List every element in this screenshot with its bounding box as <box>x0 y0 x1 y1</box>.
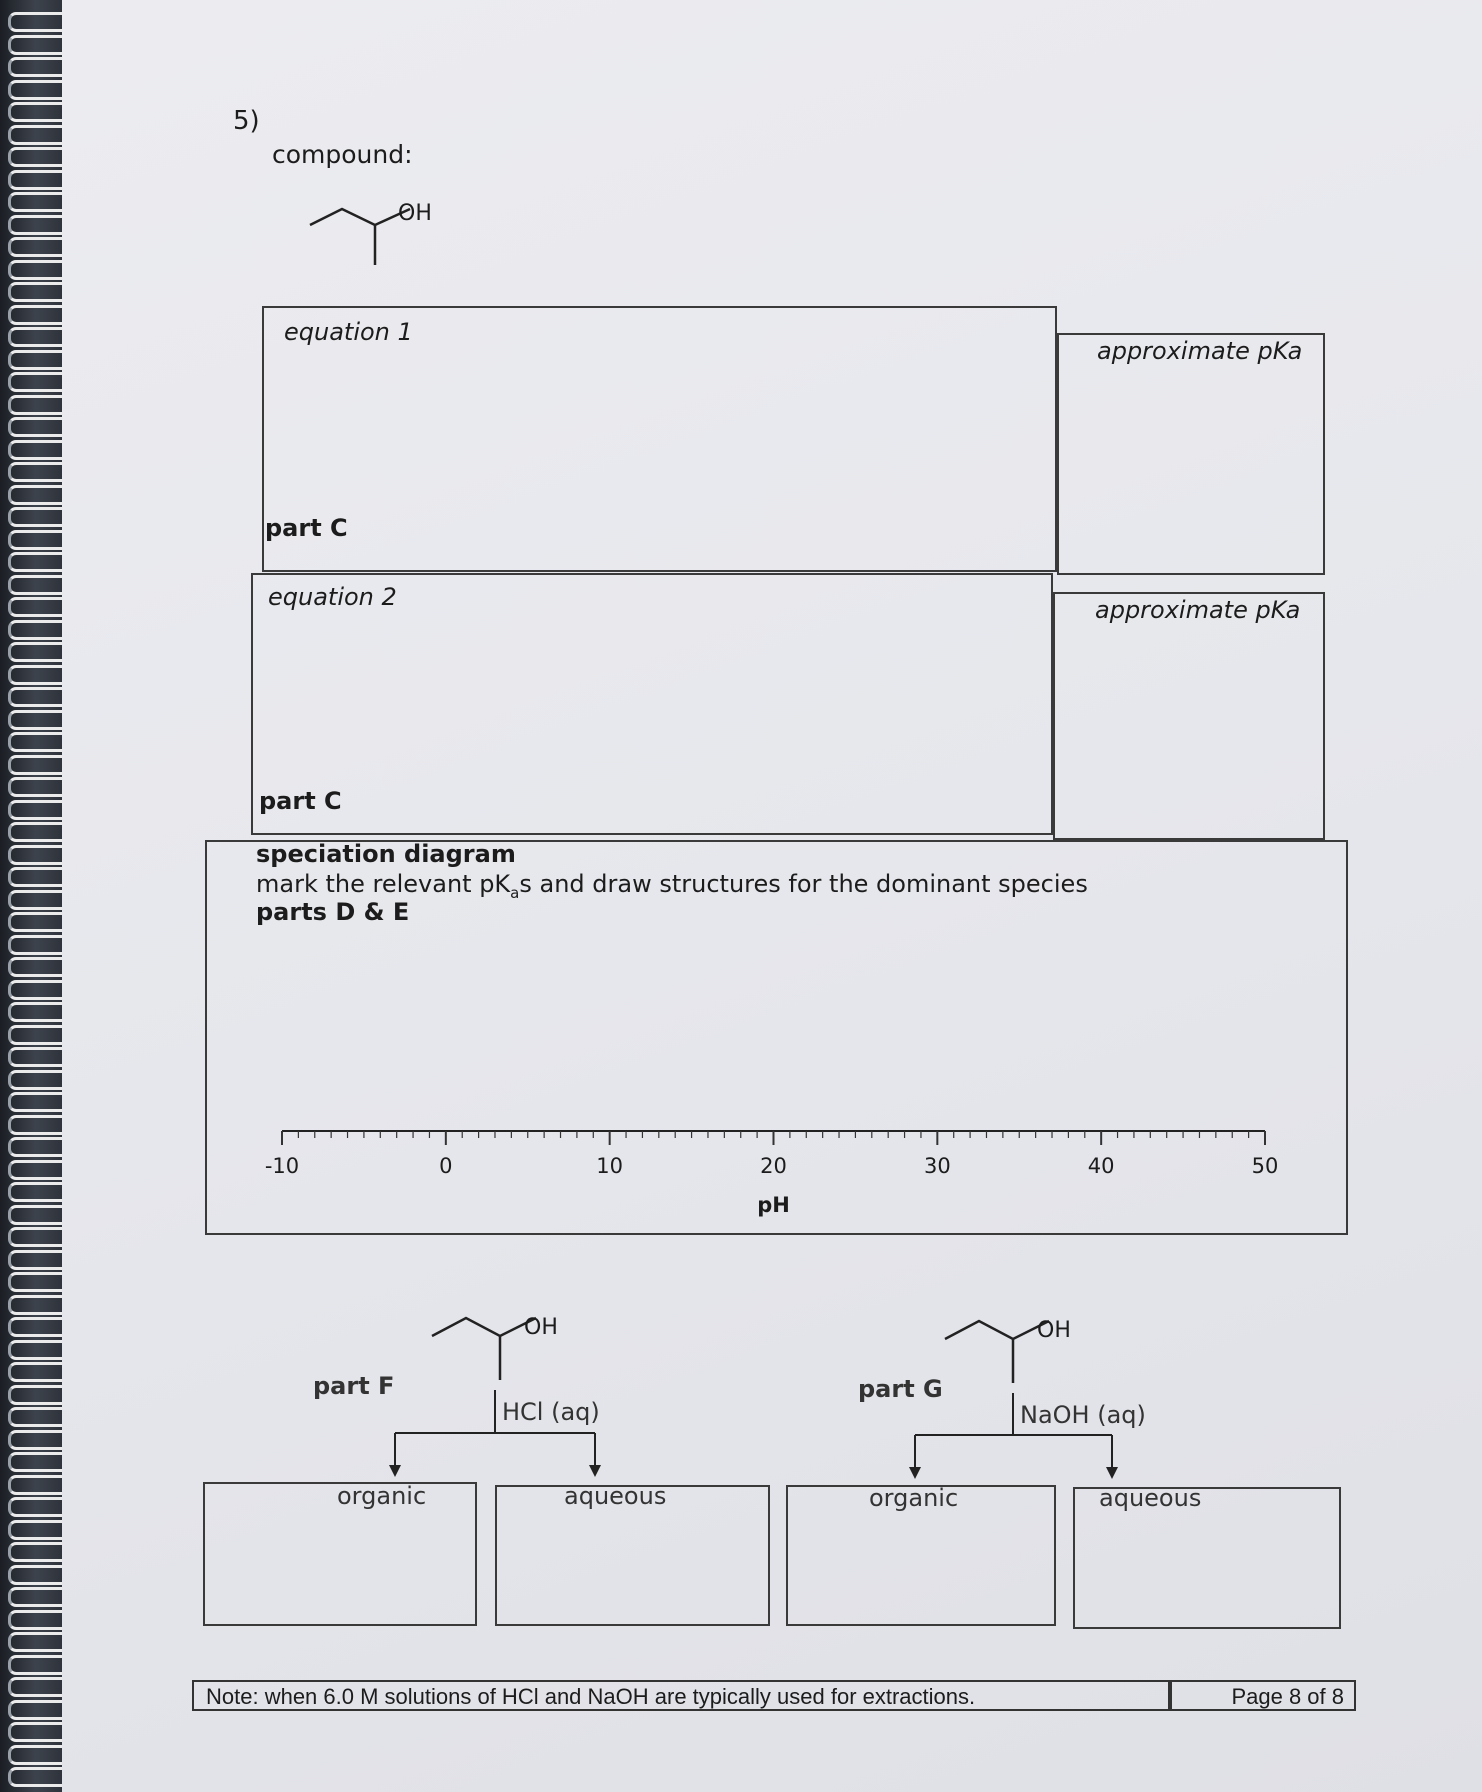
footer-note: Note: when 6.0 M solutions of HCl and NaOH are typically used for extractions. <box>192 1680 1170 1711</box>
tick-label: 40 <box>1087 1154 1115 1178</box>
equation1-pka-box[interactable] <box>1057 333 1325 575</box>
equation1-part: part C <box>265 514 348 542</box>
equation2-pka-box[interactable] <box>1053 592 1325 840</box>
partF-aqueous-label: aqueous <box>564 1482 667 1510</box>
axis-label: pH <box>757 1193 790 1217</box>
speciation-title: speciation diagram <box>256 840 516 868</box>
instruction-text: mark the relevant pK <box>256 870 511 898</box>
tick-label: 50 <box>1251 1154 1279 1178</box>
partG-label: part G <box>858 1375 943 1403</box>
partG-structure <box>933 1303 1103 1393</box>
equation2-box[interactable] <box>251 573 1053 835</box>
equation2-title: equation 2 <box>268 583 397 611</box>
instruction-text-end: s and draw structures for the dominant species <box>519 870 1088 898</box>
speciation-parts: parts D & E <box>256 898 410 926</box>
partF-reagent: HCl (aq) <box>502 1398 600 1426</box>
compound-structure <box>300 195 450 275</box>
partF-structure <box>420 1300 590 1390</box>
page-number: Page 8 of 8 <box>1170 1680 1356 1711</box>
ph-axis <box>260 1120 1280 1220</box>
tick-label: 20 <box>760 1154 787 1178</box>
equation2-part: part C <box>259 787 342 815</box>
equation2-pka-label: approximate pKa <box>1095 596 1301 624</box>
partG-aqueous-label: aqueous <box>1099 1484 1202 1512</box>
partF-organic-label: organic <box>337 1482 427 1510</box>
question-number: 5) <box>233 106 260 136</box>
partG-oh-label: OH <box>1037 1318 1071 1343</box>
tick-label: -10 <box>264 1154 300 1178</box>
equation1-title: equation 1 <box>284 318 413 346</box>
partG-reagent: NaOH (aq) <box>1020 1401 1146 1429</box>
partF-oh-label: OH <box>524 1315 558 1340</box>
tick-label: 0 <box>439 1154 453 1178</box>
partG-organic-label: organic <box>869 1484 959 1512</box>
oh-label: OH <box>398 201 432 226</box>
compound-label: compound: <box>272 140 413 169</box>
partF-label: part F <box>313 1372 395 1400</box>
tick-label: 10 <box>596 1154 624 1178</box>
tick-label: 30 <box>923 1154 951 1178</box>
equation1-pka-label: approximate pKa <box>1097 337 1303 365</box>
instruction-subscript: a <box>510 883 520 902</box>
